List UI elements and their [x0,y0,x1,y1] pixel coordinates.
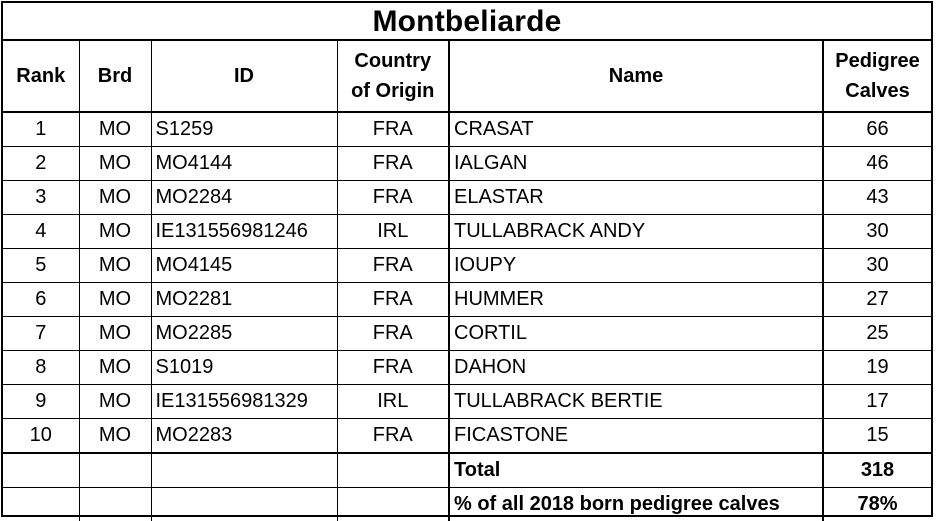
table-row [3,181,931,215]
cell-calves: 66 [823,112,931,147]
cell-id: MO2281 [151,283,337,317]
cell-id: MO4144 [151,147,337,181]
cell-rank: 7 [3,317,79,351]
header-country-line2: of Origin [351,80,434,102]
cell-brd: MO [79,181,151,215]
table-row [3,317,931,351]
cell-name: HUMMER [449,283,823,317]
cell-brd: MO [79,419,151,454]
cell-rank: 10 [3,419,79,454]
table-row [3,215,931,249]
header-calves-line2: Calves [845,80,910,102]
cell-name: ELASTAR [449,181,823,215]
cell-calves: 15 [823,419,931,454]
cell-name: DAHON [449,351,823,385]
cell-id: MO2285 [151,317,337,351]
cell-calves: 17 [823,385,931,419]
cell-brd: MO [79,147,151,181]
header-country-line1: Country [354,50,431,72]
cell-name: CRASAT [449,112,823,147]
cell-brd: MO [79,249,151,283]
table-row [3,283,931,317]
spreadsheet [1,1,933,517]
total-value: 318 [823,453,931,488]
table-row [3,112,931,147]
cell-id: S1019 [151,351,337,385]
table-title: Montbeliarde [3,3,931,41]
header-brd: Brd [79,41,151,112]
header-calves-line1: Pedigree [835,50,919,72]
cell-brd: MO [79,317,151,351]
cell-calves: 30 [823,215,931,249]
header-row [3,41,931,112]
bulls-table [3,41,931,521]
header-rank: Rank [3,41,79,112]
cell-country: FRA [337,317,449,351]
table-row [3,385,931,419]
percentage-value: 78% [823,488,931,521]
cell-country: FRA [337,283,449,317]
cell-country: FRA [337,147,449,181]
cell-country: FRA [337,181,449,215]
cell-brd: MO [79,385,151,419]
cell-id: MO2284 [151,181,337,215]
cell-calves: 27 [823,283,931,317]
header-id: ID [151,41,337,112]
cell-brd: MO [79,351,151,385]
table-row [3,419,931,454]
cell-rank: 2 [3,147,79,181]
cell-name: FICASTONE [449,419,823,454]
cell-rank: 8 [3,351,79,385]
table-row [3,147,931,181]
cell-calves: 30 [823,249,931,283]
cell-rank: 1 [3,112,79,147]
percentage-row [3,488,931,521]
table-row [3,249,931,283]
cell-country: FRA [337,249,449,283]
cell-name: IOUPY [449,249,823,283]
total-label: Total [449,453,823,488]
header-country [337,41,449,112]
cell-calves: 25 [823,317,931,351]
cell-country: FRA [337,419,449,454]
cell-rank: 3 [3,181,79,215]
percentage-label: % of all 2018 born pedigree calves [449,488,823,521]
cell-name: IALGAN [449,147,823,181]
table-row [3,351,931,385]
cell-id: IE131556981329 [151,385,337,419]
cell-name: CORTIL [449,317,823,351]
cell-rank: 4 [3,215,79,249]
cell-name: TULLABRACK BERTIE [449,385,823,419]
cell-rank: 9 [3,385,79,419]
cell-calves: 46 [823,147,931,181]
cell-id: MO2283 [151,419,337,454]
cell-calves: 43 [823,181,931,215]
cell-id: S1259 [151,112,337,147]
cell-brd: MO [79,283,151,317]
cell-id: IE131556981246 [151,215,337,249]
total-row [3,453,931,488]
cell-country: FRA [337,351,449,385]
cell-country: IRL [337,385,449,419]
cell-country: FRA [337,112,449,147]
cell-calves: 19 [823,351,931,385]
header-calves [823,41,931,112]
cell-brd: MO [79,112,151,147]
cell-country: IRL [337,215,449,249]
header-name: Name [449,41,823,112]
cell-brd: MO [79,215,151,249]
cell-name: TULLABRACK ANDY [449,215,823,249]
cell-rank: 5 [3,249,79,283]
cell-id: MO4145 [151,249,337,283]
cell-rank: 6 [3,283,79,317]
